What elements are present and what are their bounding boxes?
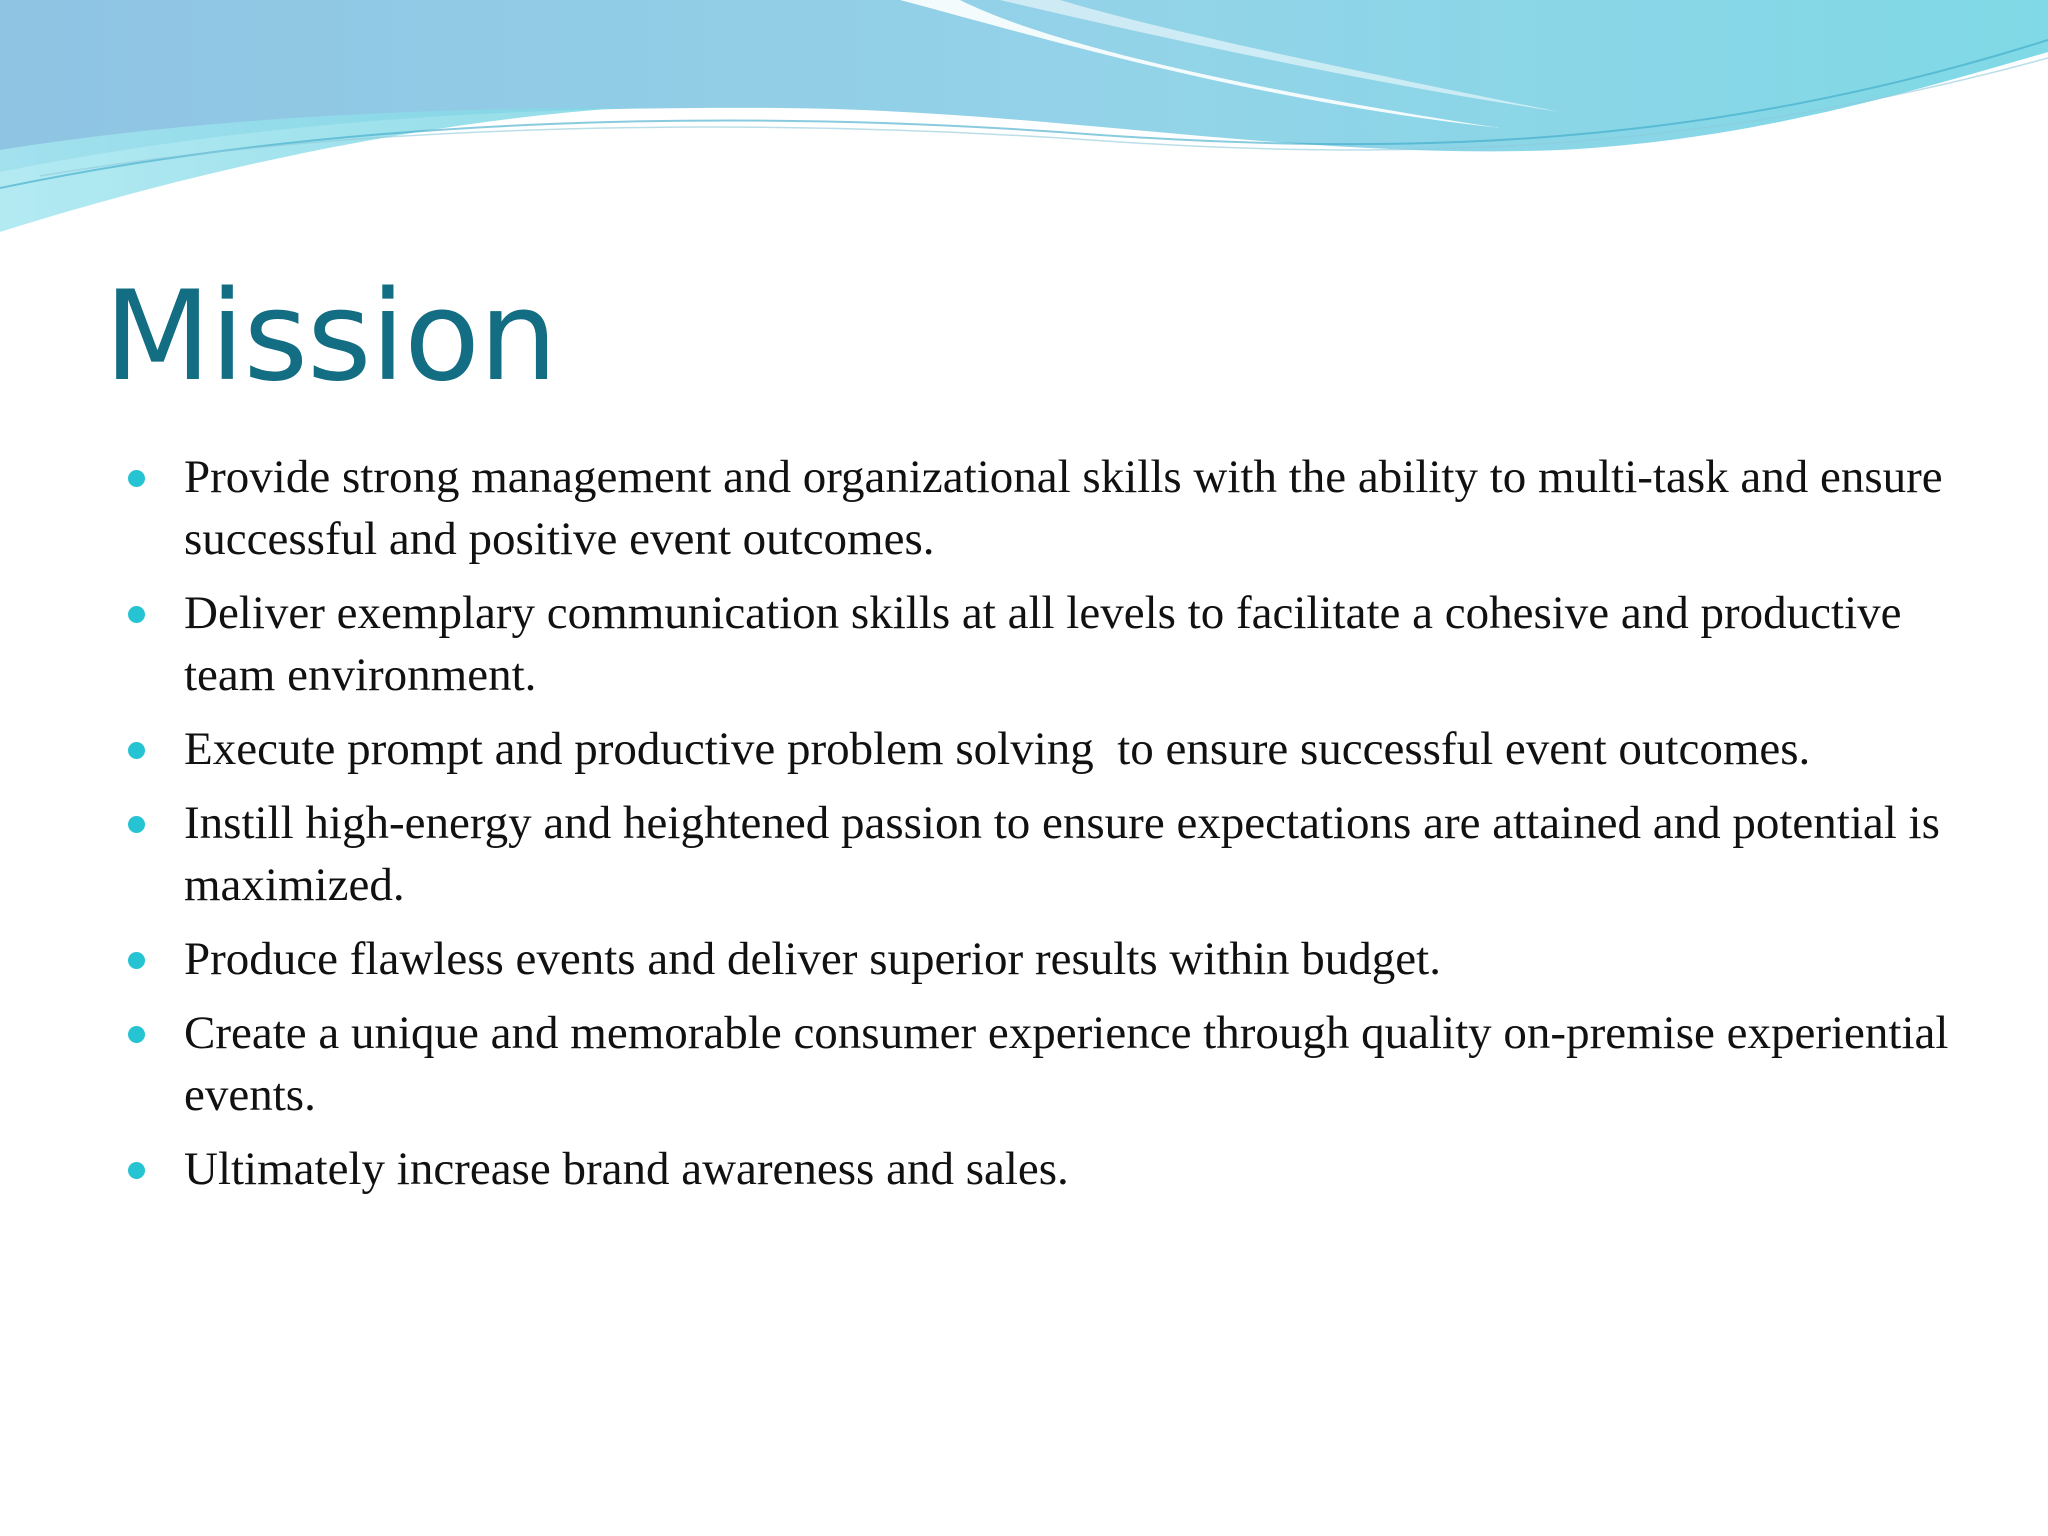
bullet-dot-icon <box>128 816 145 833</box>
list-item <box>120 1002 1980 1126</box>
wave-banner-decoration <box>0 0 2048 240</box>
list-item <box>120 582 1980 706</box>
bullet-text: Ultimately increase brand awareness and sales. <box>184 1143 1069 1195</box>
bullet-text: Create a unique and memorable consumer experience through quality on-premise experiential events. <box>184 1007 1961 1121</box>
bullet-text: Instill high-energy and heightened passion to ensure expectations are attained and potential is maximized. <box>184 797 1952 911</box>
mission-bullet-list <box>120 446 1980 1212</box>
list-item <box>120 1138 1980 1200</box>
list-item <box>120 718 1980 780</box>
bullet-dot-icon <box>128 742 145 759</box>
bullet-text: Deliver exemplary communication skills at all levels to facilitate a cohesive and productive team environment. <box>184 587 1914 701</box>
bullet-dot-icon <box>128 470 145 487</box>
list-item <box>120 928 1980 990</box>
bullet-dot-icon <box>128 1162 145 1179</box>
slide-title: Mission <box>104 265 557 409</box>
bullet-text: Provide strong management and organizational skills with the ability to multi-task and ensure successful and positive event outcomes. <box>184 451 1955 565</box>
list-item <box>120 446 1980 570</box>
bullet-dot-icon <box>128 606 145 623</box>
bullet-text: Produce flawless events and deliver superior results within budget. <box>184 933 1441 985</box>
list-item <box>120 792 1980 916</box>
bullet-dot-icon <box>128 952 145 969</box>
bullet-dot-icon <box>128 1026 145 1043</box>
bullet-text: Execute prompt and productive problem solving to ensure successful event outcomes. <box>184 723 1811 775</box>
